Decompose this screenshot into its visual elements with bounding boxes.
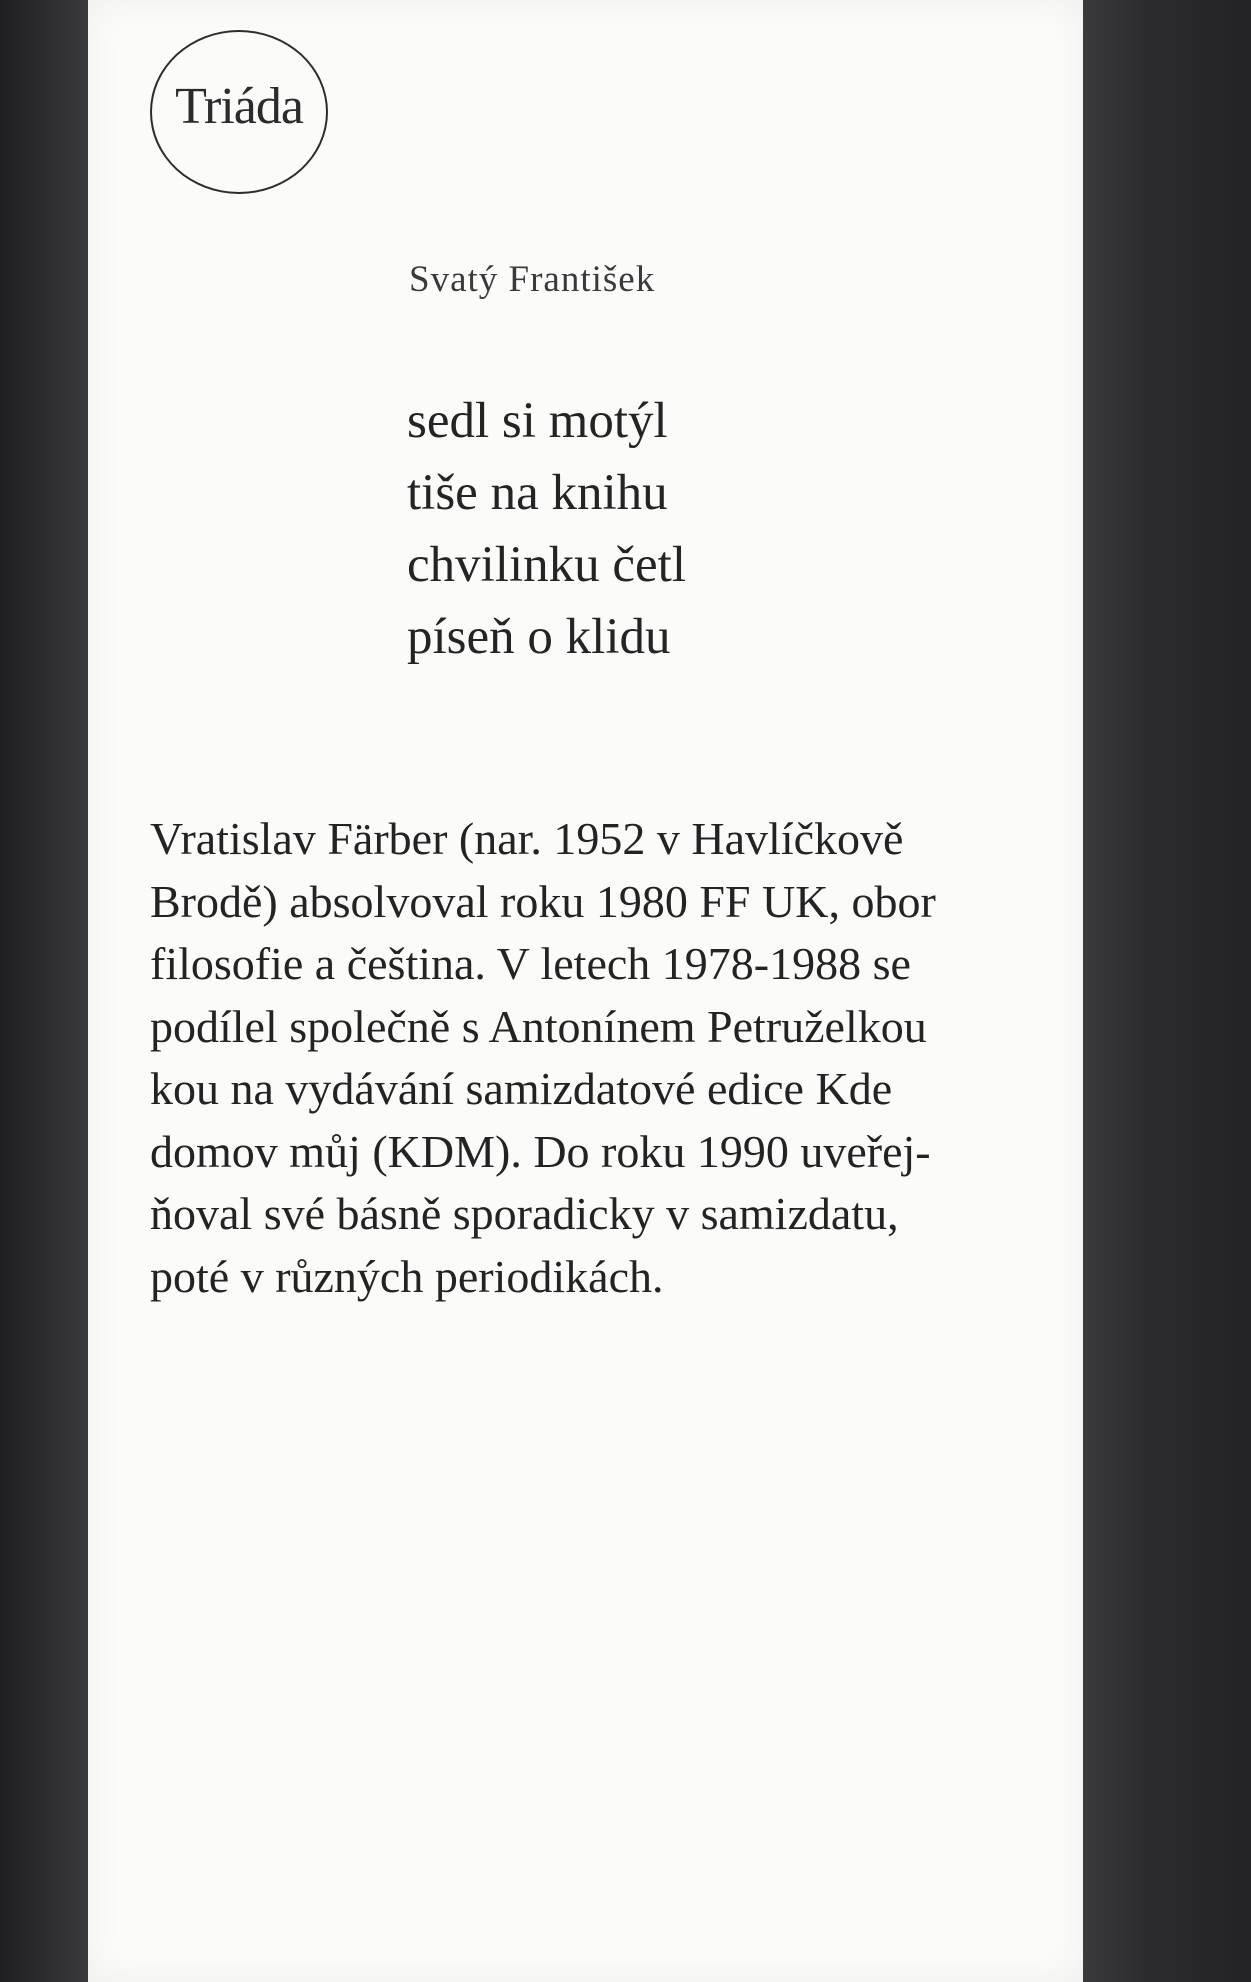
biography-line: poté v různých periodikách. — [150, 1250, 664, 1302]
biography-line: filosofie a čeština. V letech 1978-1988 se — [150, 938, 911, 989]
biography-line: ňoval své básně sporadicky v samizdatu, — [150, 1188, 899, 1239]
poem-line: sedl si motýl — [407, 393, 668, 449]
biography-line: Brodě) absolvoval roku 1980 FF UK, obor — [150, 875, 936, 927]
poem-line: tiše na knihu — [407, 465, 668, 521]
book-back-cover — [88, 0, 1083, 1982]
poem-excerpt — [407, 385, 686, 673]
author-biography — [150, 808, 936, 1308]
biography-line: kou na vydávání samizdatové edice Kde — [150, 1063, 893, 1114]
poem-line: chvilinku četl — [407, 537, 687, 593]
poem-author: Svatý František — [409, 259, 656, 300]
publisher-logo — [150, 30, 328, 194]
biography-line: domov můj (KDM). Do roku 1990 uveřej- — [150, 1125, 931, 1177]
biography-line: Vratislav Färber (nar. 1952 v Havlíčkově — [150, 813, 904, 864]
poem-line: píseň o klidu — [407, 609, 671, 665]
spine-binding-left — [0, 0, 88, 1982]
biography-line: podílel společně s Antonínem Petruželkou — [150, 1000, 927, 1052]
spine-binding-right — [1083, 0, 1251, 1982]
publisher-logo-text: Triáda — [175, 77, 303, 135]
